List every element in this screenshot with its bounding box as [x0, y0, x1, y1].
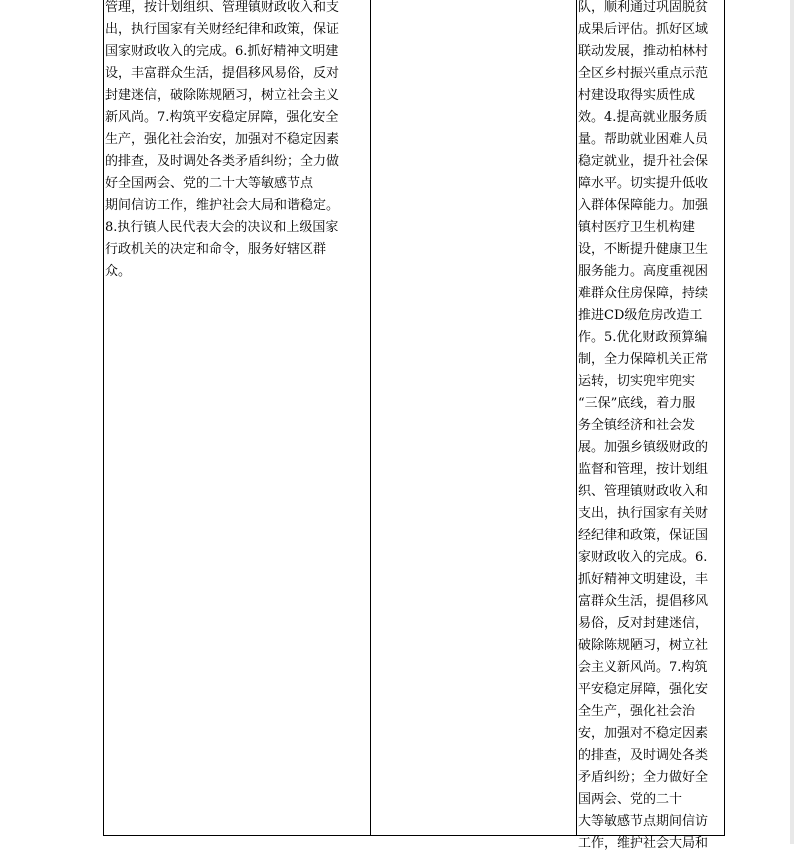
text-line: 破除陈规陋习，树立社	[578, 638, 709, 653]
text-line: 好全国两会、党的二十大等敏感节点	[105, 176, 314, 191]
column-divider-1	[370, 0, 371, 836]
text-line: 大等敏感节点期间信访	[578, 814, 709, 829]
text-line: 设，不断提升健康卫生	[578, 242, 709, 257]
text-line: 封建迷信，破除陈规陋习，树立社会主义	[105, 88, 340, 103]
text-line: 安，加强对不稳定因素	[578, 726, 709, 741]
text-line: 经纪律和政策，保证国	[578, 528, 709, 543]
text-line: 务全镇经济和社会发	[578, 418, 696, 433]
text-line: 工作，维护社会大局和	[578, 836, 709, 851]
text-line: 8.执行镇人民代表大会的决议和上级国家	[105, 220, 339, 235]
text-line: 展。加强乡镇级财政的	[578, 440, 709, 455]
text-line: 推进CD级危房改造工	[578, 308, 703, 323]
text-line: 富群众生活，提倡移风	[578, 594, 709, 609]
text-line: 设，丰富群众生活，提倡移风易俗，反对	[105, 66, 340, 81]
text-line: 国两会、党的二十	[578, 792, 683, 807]
text-line: 的排查，及时调处各类矛盾纠纷；全力做	[105, 154, 340, 169]
text-line: 作。5.优化财政预算编	[578, 330, 708, 345]
text-line: 期间信访工作，维护社会大局和谐稳定。	[105, 198, 340, 213]
text-line: 家财政收入的完成。6.	[578, 550, 708, 565]
text-line: 队，顺利通过巩固脱贫	[578, 0, 709, 15]
text-line: 国家财政收入的完成。6.抓好精神文明建	[105, 44, 339, 59]
text-line: 运转，切实兜牢兜实	[578, 374, 696, 389]
left-column-cell	[105, 0, 368, 283]
table-border-left	[103, 0, 104, 836]
text-line: 会主义新风尚。7.构筑	[578, 660, 708, 675]
text-line: 难群众住房保障，持续	[578, 286, 709, 301]
text-line: 矛盾纠纷；全力做好全	[578, 770, 709, 785]
text-line: 生产，强化社会治安，加强对不稳定因素	[105, 132, 340, 147]
text-line: 的排查，及时调处各类	[578, 748, 709, 763]
text-line: 稳定就业，提升社会保	[578, 154, 709, 169]
text-line: 效。4.提高就业服务质	[578, 110, 708, 125]
right-column-cell	[578, 0, 723, 855]
table-border-right	[724, 0, 725, 836]
text-line: 监督和管理，按计划组	[578, 462, 709, 477]
page-edge-shadow	[790, 0, 794, 844]
text-line: 入群体保障能力。加强	[578, 198, 709, 213]
text-line: 全区乡村振兴重点示范	[578, 66, 709, 81]
text-line: 镇村医疗卫生机构建	[578, 220, 696, 235]
text-line: 织、管理镇财政收入和	[578, 484, 709, 499]
text-line: 全生产，强化社会治	[578, 704, 696, 719]
text-line: 成果后评估。抓好区域	[578, 22, 709, 37]
text-line: 出，执行国家有关财经纪律和政策，保证	[105, 22, 340, 37]
text-line: 支出，执行国家有关财	[578, 506, 709, 521]
text-line: 易俗，反对封建迷信，	[578, 616, 709, 631]
text-line: “三保”底线，着力服	[578, 396, 696, 411]
text-line: 村建设取得实质性成	[578, 88, 696, 103]
text-line: 平安稳定屏障，强化安	[578, 682, 709, 697]
text-line: 新风尚。7.构筑平安稳定屏障，强化安全	[105, 110, 339, 125]
text-line: 服务能力。高度重视困	[578, 264, 709, 279]
text-line: 行政机关的决定和命令，服务好辖区群	[105, 242, 327, 257]
text-line: 联动发展，推动柏林村	[578, 44, 709, 59]
column-divider-2	[576, 0, 577, 836]
text-line: 管理，按计划组织、管理镇财政收入和支	[105, 0, 340, 15]
text-line: 抓好精神文明建设，丰	[578, 572, 709, 587]
text-line: 量。帮助就业困难人员	[578, 132, 709, 147]
text-line: 障水平。切实提升低收	[578, 176, 709, 191]
text-line: 众。	[105, 264, 132, 279]
text-line: 制，全力保障机关正常	[578, 352, 709, 367]
